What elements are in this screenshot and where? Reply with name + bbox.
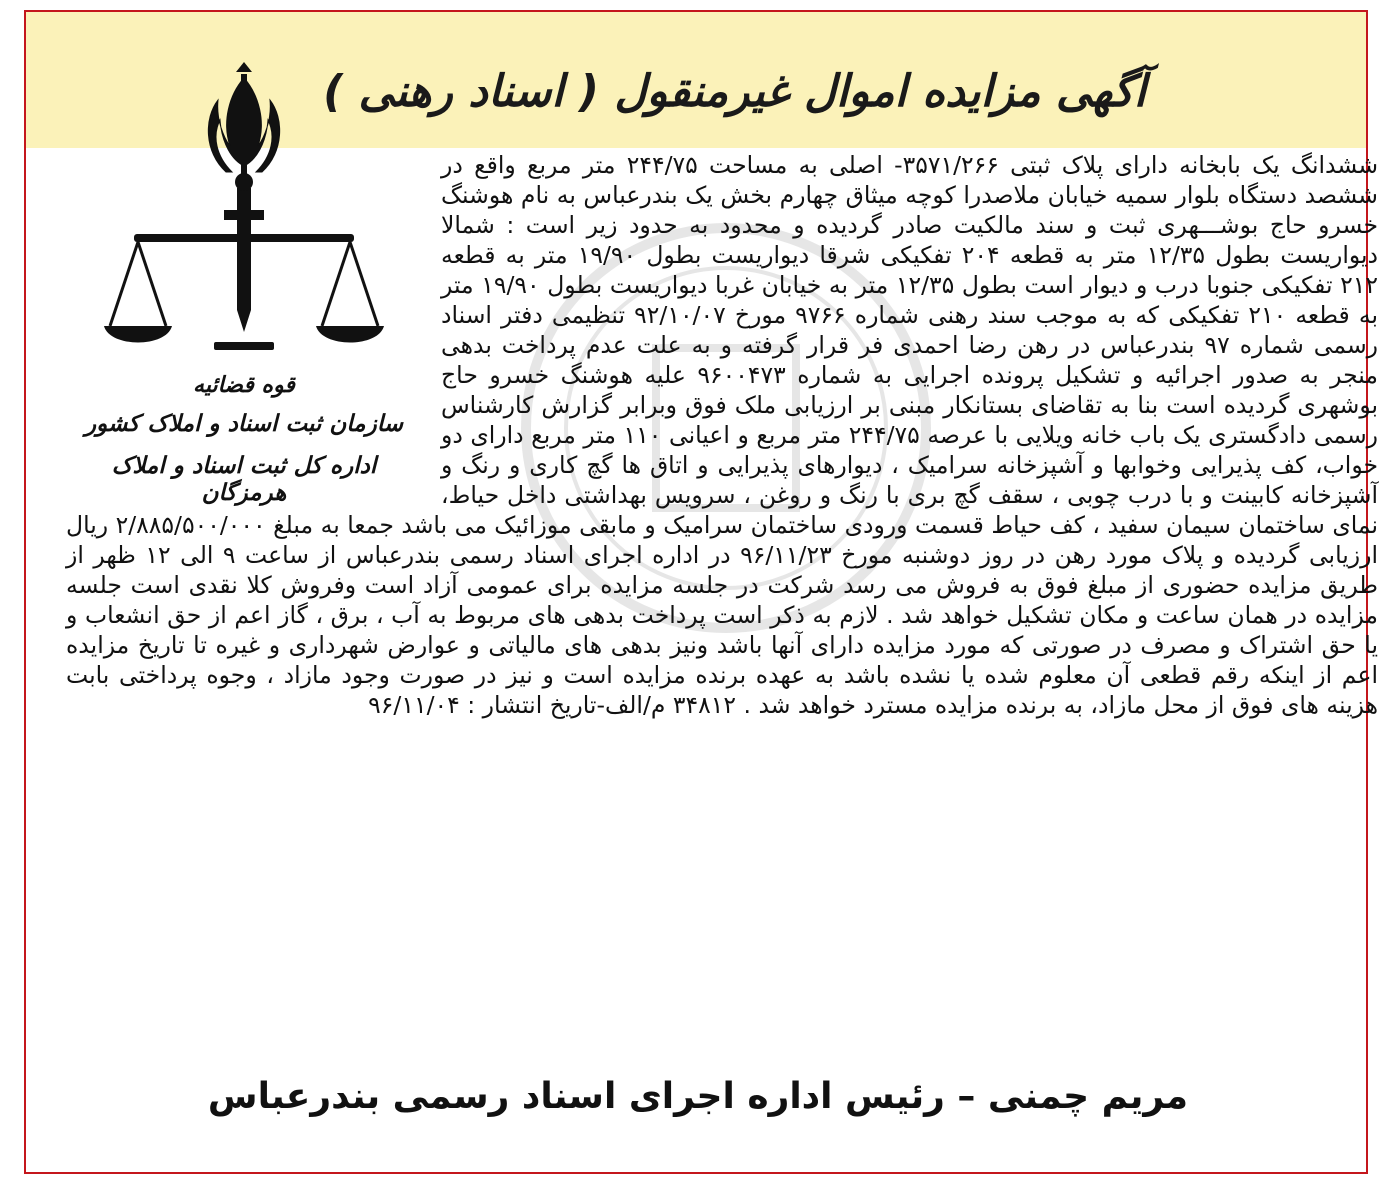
notice-body (66, 150, 1378, 720)
org-judiciary: قوه قضائیه (193, 372, 295, 398)
signature: مریم چمنی – رئیس اداره اجرای اسناد رسمی بندرعباس (207, 1076, 1189, 1117)
org-registration-hormozgan: اداره کل ثبت اسناد و املاک هرمزگان (111, 452, 377, 506)
emblem-spacer (66, 150, 441, 510)
org-registration-national: سازمان ثبت اسناد و املاک کشور (84, 410, 403, 437)
notice-title: آگهی مزایده اموال غیرمنقول ( اسناد رهنی ) (323, 66, 1146, 117)
notice-body-text: ششدانگ یک بابخانه دارای پلاک ثبتی ۳۵۷۱/۲۶۶- اصلی به مساحت ۲۴۴/۷۵ متر مربع واقع در ششصد دستگاه بلوار سمیه خیابان ملاصدرا کوچه میثاق چهارم بخش یک بندرعباس به نام هوشنگ خسرو حاج بوشـــهری ثبت و سند مالکیت صادر گردیده و محدود به حدود زیر است : شمالا دیواریست بطول ۱۲/۳۵ متر به قطعه ۲۰۴ تفکیکی شرقا دیواریست بطول ۱۹/۹۰ متر به قطعه ۲۱۲ تفکیکی جنوبا درب و دیوار است بطول ۱۲/۳۵ متر به خیابان غربا دیواریست بطول ۱۹/۹۰ متر به قطعه ۲۱۰ تفکیکی که به موجب سند رهنی شماره ۹۷۶۶ مورخ ۹۲/۱۰/۰۷ تنظیمی دفتر اسناد رسمی شماره ۹۷ بندرعباس در رهن رضا احمدی فر قرار گرفته و به علت عدم پرداخت بدهی منجر به صدور اجرائیه و تشکیل پرونده اجرایی به شماره ۹۶۰۰۴۷۳ علیه هوشنگ خسرو حاج بوشهری گردیده است بنا به تقاضای بستانکار مبنی بر ارزیابی ملک فوق وبرابر گزارش کارشناس رسمی دادگستری یک باب خانه ویلایی با عرصه ۲۴۴/۷۵ متر مربع و اعیانی ۱۱۰ متر مربع دارای دو خواب، کف پذیرایی وخوابها و آشپزخانه سرامیک ، دیوارهای پذیرایی و اتاق ها گچ کاری و رنگ و آشپزخانه کابینت و با درب چوبی ، سقف گچ بری با رنگ و روغن ، سرویس بهداشتی داخل حیاط، نمای ساختمان سیمان سفید ، کف حیاط قسمت ورودی ساختمان سرامیک و مابقی موزائیک می باشد جمعا به مبلغ ۲/۸۸۵/۵۰۰/۰۰۰ ریال ارزیابی گردیده و پلاک مورد رهن در روز دوشنبه مورخ ۹۶/۱۱/۲۳ در اداره اجرای اسناد رسمی بندرعباس از ساعت ۹ الی ۱۲ ظهر از طریق مزایده حضوری از مبلغ فوق به فروش می رسد شرکت در جلسه مزایده برای عمومی آزاد است وفروش کلا نقدی است جلسه مزایده در همان ساعت و مکان تشکیل خواهد شد . لازم به ذکر است پرداخت بدهی های مربوط به آب ، برق ، گاز اعم از حق انشعاب و یا حق اشتراک و مصرف در صورتی که مورد مزایده دارای آنها باشد ونیز بدهی های مالیاتی و عوارض شهرداری و غیره تا تاریخ مزایده اعم از اینکه رقم قطعی آن معلوم شده یا نشده باشد به عهده برنده مزایده است و نیز در صورت وجود مازاد ، وجوه پرداختی بابت هزینه های فوق از محل مازاد، به برنده مزایده مسترد خواهد شد . ۳۴۸۱۲ م/الف-تاریخ انتشار : ۹۶/۱۱/۰۴ (66, 151, 1379, 719)
notice-frame (24, 10, 1379, 1174)
